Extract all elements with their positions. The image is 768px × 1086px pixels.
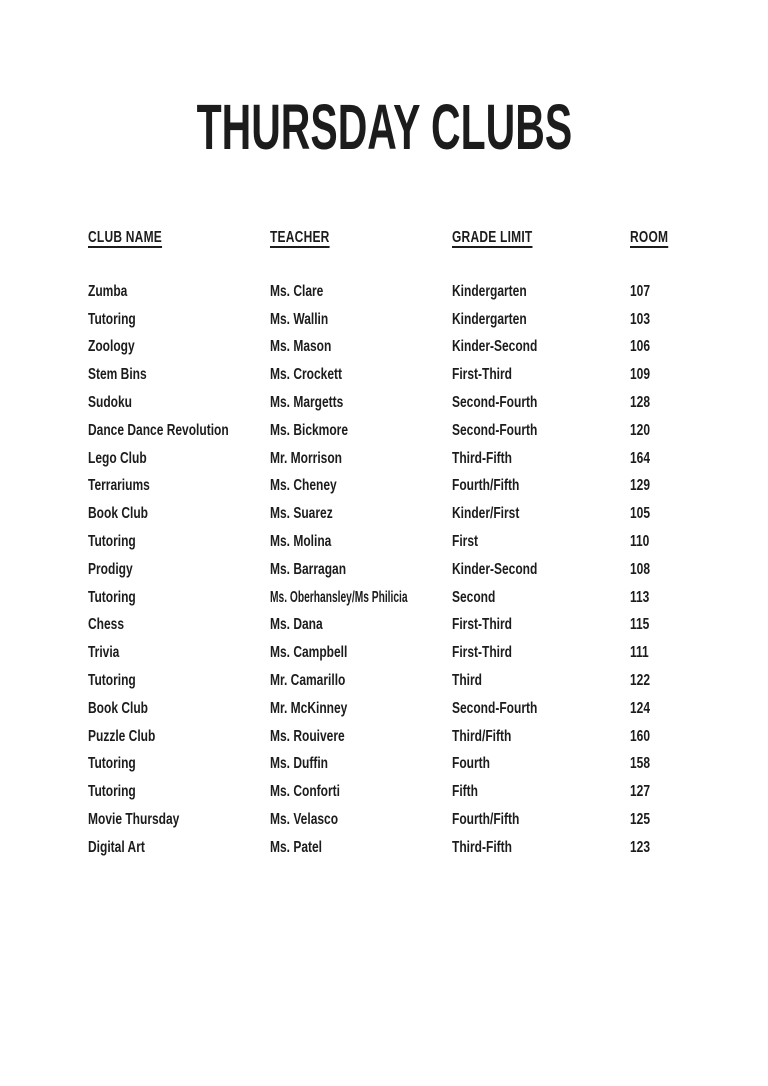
grade-limit-cell: Second-Fourth bbox=[452, 394, 538, 412]
grade-limit-cell: Fourth bbox=[452, 755, 490, 773]
club-cell: Tutoring bbox=[88, 755, 136, 773]
teacher-cell: Ms. Cheney bbox=[270, 477, 337, 495]
club-cell: Zumba bbox=[88, 282, 128, 300]
grade-limit-cell: Fourth/Fifth bbox=[452, 811, 520, 829]
club-cell: Tutoring bbox=[88, 310, 136, 328]
teacher-cell: Ms. Conforti bbox=[270, 783, 340, 801]
teacher-cell: Ms. Dana bbox=[270, 616, 323, 634]
room-cell: 128 bbox=[630, 394, 651, 412]
table-header-row bbox=[88, 228, 728, 248]
room-cell: 120 bbox=[630, 421, 651, 439]
table-row bbox=[88, 806, 728, 834]
room-cell: 115 bbox=[630, 616, 650, 634]
grade-limit-cell: First-Third bbox=[452, 366, 512, 384]
teacher-cell: Ms. Patel bbox=[270, 838, 323, 856]
grade-limit-cell: Second-Fourth bbox=[452, 699, 538, 717]
table-row bbox=[88, 361, 728, 389]
page-title-text: THURSDAY CLUBS bbox=[196, 91, 572, 163]
table-body bbox=[88, 278, 728, 862]
grade-limit-cell: Kinder-Second bbox=[452, 560, 538, 578]
club-cell: Sudoku bbox=[88, 394, 133, 412]
teacher-cell: Mr. Camarillo bbox=[270, 672, 346, 690]
room-cell: 111 bbox=[630, 644, 649, 662]
room-cell: 124 bbox=[630, 699, 651, 717]
grade-limit-cell: Third-Fifth bbox=[452, 449, 512, 467]
grade-limit-cell: Third-Fifth bbox=[452, 838, 512, 856]
club-cell: Puzzle Club bbox=[88, 727, 156, 745]
room-cell: 103 bbox=[630, 310, 651, 328]
teacher-cell: Ms. Velasco bbox=[270, 811, 339, 829]
room-cell: 160 bbox=[630, 727, 651, 745]
club-cell: Movie Thursday bbox=[88, 811, 180, 829]
room-cell: 158 bbox=[630, 755, 651, 773]
club-cell: Chess bbox=[88, 616, 125, 634]
room-cell: 113 bbox=[630, 588, 650, 606]
teacher-cell: Ms. Crockett bbox=[270, 366, 343, 384]
club-cell: Book Club bbox=[88, 699, 148, 717]
column-header: TEACHER bbox=[270, 229, 330, 246]
club-cell: Stem Bins bbox=[88, 366, 147, 384]
teacher-cell: Ms. Bickmore bbox=[270, 421, 349, 439]
column-header: ROOM bbox=[630, 229, 669, 246]
club-cell: Tutoring bbox=[88, 783, 136, 801]
column-header: GRADE LIMIT bbox=[452, 229, 533, 246]
club-cell: Zoology bbox=[88, 338, 135, 356]
room-cell: 164 bbox=[630, 449, 651, 467]
club-cell: Tutoring bbox=[88, 588, 136, 606]
grade-limit-cell: Kindergarten bbox=[452, 310, 527, 328]
grade-limit-cell: Kindergarten bbox=[452, 282, 527, 300]
teacher-cell: Mr. McKinney bbox=[270, 699, 348, 717]
teacher-cell: Ms. Mason bbox=[270, 338, 332, 356]
room-cell: 109 bbox=[630, 366, 651, 384]
teacher-cell: Ms. Campbell bbox=[270, 644, 348, 662]
grade-limit-cell: Second bbox=[452, 588, 496, 606]
document-page bbox=[0, 92, 768, 1086]
club-cell: Book Club bbox=[88, 505, 148, 523]
room-cell: 107 bbox=[630, 282, 651, 300]
room-cell: 129 bbox=[630, 477, 651, 495]
room-cell: 122 bbox=[630, 672, 651, 690]
table-row bbox=[88, 723, 728, 751]
club-cell: Lego Club bbox=[88, 449, 147, 467]
table-row bbox=[88, 695, 728, 723]
club-cell: Terrariums bbox=[88, 477, 150, 495]
grade-limit-cell: Third/Fifth bbox=[452, 727, 512, 745]
club-cell: Tutoring bbox=[88, 533, 136, 551]
clubs-table bbox=[0, 228, 768, 862]
column-header: CLUB NAME bbox=[88, 229, 163, 246]
table-row bbox=[88, 584, 728, 612]
table-row bbox=[88, 473, 728, 501]
teacher-cell: Mr. Morrison bbox=[270, 449, 343, 467]
table-row bbox=[88, 389, 728, 417]
teacher-cell: Ms. Duffin bbox=[270, 755, 328, 773]
room-cell: 123 bbox=[630, 838, 651, 856]
table-row bbox=[88, 334, 728, 362]
table-row bbox=[88, 667, 728, 695]
grade-limit-cell: Third bbox=[452, 672, 482, 690]
room-cell: 105 bbox=[630, 505, 651, 523]
table-row bbox=[88, 278, 728, 306]
grade-limit-cell: Fifth bbox=[452, 783, 478, 801]
table-row bbox=[88, 445, 728, 473]
grade-limit-cell: First-Third bbox=[452, 644, 512, 662]
table-row bbox=[88, 417, 728, 445]
table-row bbox=[88, 500, 728, 528]
room-cell: 127 bbox=[630, 783, 651, 801]
teacher-cell: Ms. Molina bbox=[270, 533, 332, 551]
teacher-cell: Ms. Rouivere bbox=[270, 727, 345, 745]
teacher-cell: Ms. Margetts bbox=[270, 394, 344, 412]
room-cell: 108 bbox=[630, 560, 651, 578]
table-row bbox=[88, 751, 728, 779]
room-cell: 110 bbox=[630, 533, 650, 551]
club-cell: Prodigy bbox=[88, 560, 133, 578]
room-cell: 106 bbox=[630, 338, 651, 356]
club-cell: Tutoring bbox=[88, 672, 136, 690]
club-cell: Trivia bbox=[88, 644, 120, 662]
table-row bbox=[88, 528, 728, 556]
teacher-cell: Ms. Clare bbox=[270, 282, 324, 300]
table-row bbox=[88, 612, 728, 640]
grade-limit-cell: Second-Fourth bbox=[452, 421, 538, 439]
club-cell: Dance Dance Revolution bbox=[88, 421, 229, 439]
club-cell: Digital Art bbox=[88, 838, 145, 856]
grade-limit-cell: First-Third bbox=[452, 616, 512, 634]
table-row bbox=[88, 556, 728, 584]
teacher-cell: Ms. Wallin bbox=[270, 310, 329, 328]
page-title bbox=[0, 92, 768, 162]
table-row bbox=[88, 834, 728, 862]
teacher-cell: Ms. Suarez bbox=[270, 505, 333, 523]
grade-limit-cell: Kinder-Second bbox=[452, 338, 538, 356]
grade-limit-cell: Kinder/First bbox=[452, 505, 520, 523]
teacher-cell: Ms. Oberhansley/Ms Philicia bbox=[270, 588, 408, 606]
room-cell: 125 bbox=[630, 811, 651, 829]
table-row bbox=[88, 778, 728, 806]
table-row bbox=[88, 639, 728, 667]
teacher-cell: Ms. Barragan bbox=[270, 560, 347, 578]
grade-limit-cell: First bbox=[452, 533, 479, 551]
table-row bbox=[88, 306, 728, 334]
grade-limit-cell: Fourth/Fifth bbox=[452, 477, 520, 495]
